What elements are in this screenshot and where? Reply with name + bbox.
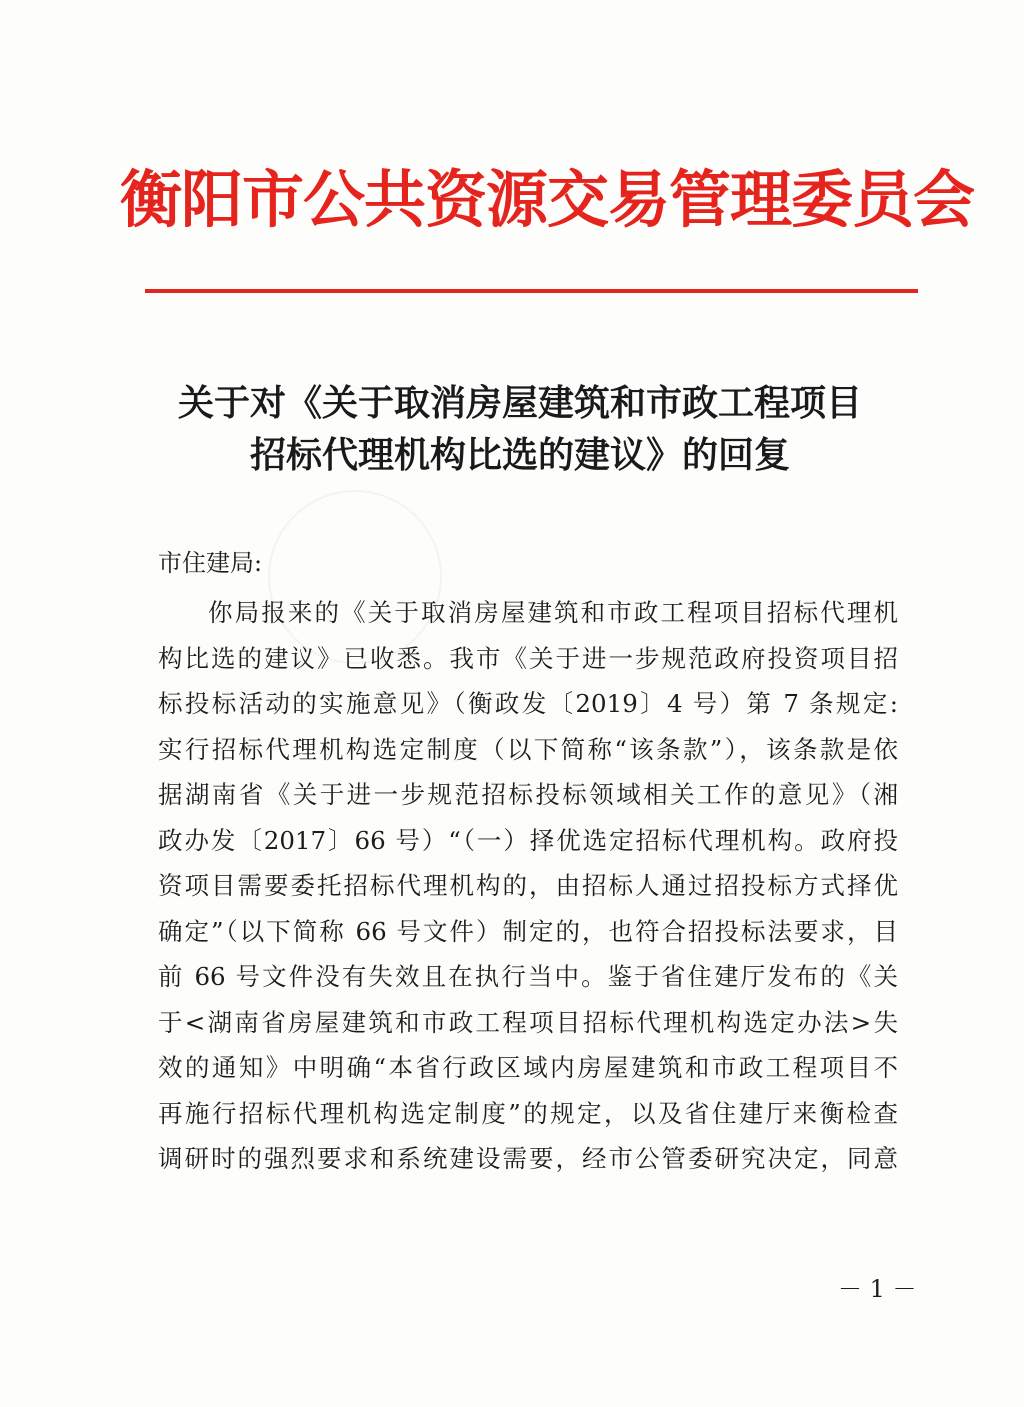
body-line: 构比选的建议》已收悉。我市《关于进一步规范政府投资项目招 xyxy=(158,643,898,673)
document-title-line-1: 关于对《关于取消房屋建筑和市政工程项目 xyxy=(177,383,862,424)
body-line: 于<湖南省房屋建筑和市政工程项目招标代理机构选定办法>失 xyxy=(158,1007,898,1037)
body-line: 确定”（以下简称 66 号文件）制定的，也符合招投标法要求，目 xyxy=(158,916,898,946)
document-title-line-2: 招标代理机构比选的建议》的回复 xyxy=(249,435,790,476)
body-line: 你局报来的《关于取消房屋建筑和市政工程项目招标代理机 xyxy=(208,598,898,627)
salutation: 市住建局: xyxy=(158,549,263,577)
body-line: 据湖南省《关于进一步规范招标投标领域相关工作的意见》（湘 xyxy=(158,780,898,809)
document-title xyxy=(130,378,910,482)
body-line: 再施行招标代理机构选定制度”的规定，以及省住建厅来衡检查 xyxy=(158,1098,898,1128)
body-line: 资项目需要委托招标代理机构的，由招标人通过招投标方式择优 xyxy=(158,871,898,900)
body-line: 标投标活动的实施意见》（衡政发〔2019〕4 号）第 7 条规定: xyxy=(158,689,898,718)
body-line: 政办发〔2017〕66 号）“（一）择优选定招标代理机构。政府投 xyxy=(158,825,898,855)
page-number: － 1 － xyxy=(838,1275,917,1303)
body-line: 效的通知》中明确“本省行政区域内房屋建筑和市政工程项目不 xyxy=(158,1053,898,1082)
masthead-red-rule xyxy=(145,289,918,293)
body-line: 调研时的强烈要求和系统建设需要，经市公管委研究决定，同意 xyxy=(158,1144,898,1173)
body-line: 前 66 号文件没有失效且在执行当中。鉴于省住建厅发布的《关 xyxy=(158,962,898,991)
body-line: 实行招标代理机构选定制度（以下简称“该条款”），该条款是依 xyxy=(158,734,898,764)
body-text xyxy=(158,590,898,1182)
masthead: 衡阳市公共资源交易管理委员会 xyxy=(120,163,975,236)
